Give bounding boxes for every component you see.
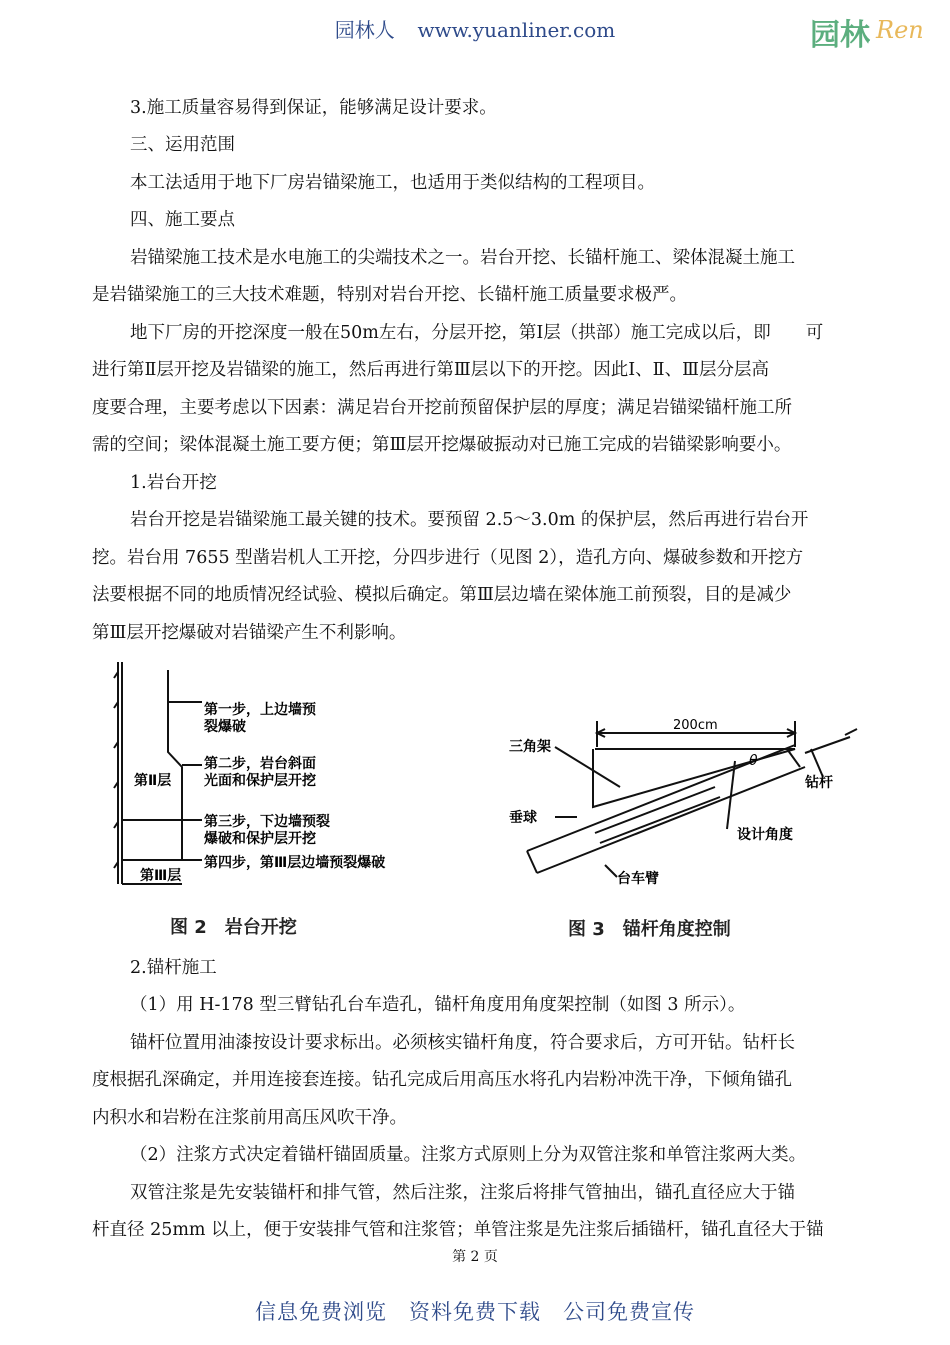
fig3-design-angle: 设计角度 — [737, 827, 793, 843]
paragraph-line: 度根据孔深确定，并用连接套连接。钻孔完成后用高压水将孔内岩粉冲洗干净，下倾角锚孔 — [92, 1070, 792, 1090]
fig3-theta: θ — [749, 753, 758, 769]
paragraph-line: 双管注浆是先安装锚杆和排气管，然后注浆，注浆后将排气管抽出，锚孔直径应大于锚 — [130, 1183, 795, 1203]
fig2-step1-line1: 第一步，上边墙预 — [204, 702, 316, 718]
paragraph-line: 需的空间；梁体混凝土施工要方便；第Ⅲ层开挖爆破振动对已施工完成的岩锚梁影响要小。 — [92, 435, 792, 455]
paragraph-line: 地下厂房的开挖深度一般在50m左右，分层开挖，第Ⅰ层（拱部）施工完成以后，即 可 — [130, 323, 824, 343]
page-footer: 信息免费浏览 资料免费下载 公司免费宣传 — [255, 1300, 695, 1324]
paragraph-line: 锚杆位置用油漆按设计要求标出。必须核实锚杆角度，符合要求后，方可开钻。钻杆长 — [130, 1033, 795, 1053]
fig2-step4: 第四步，第Ⅲ层边墙预裂爆破 — [204, 855, 386, 871]
fig3-dimension: 200cm — [673, 718, 718, 733]
paragraph-line: 是岩锚梁施工的三大技术难题，特别对岩台开挖、长锚杆施工质量要求极严。 — [92, 285, 687, 305]
figure-3-caption: 图 3 锚杆角度控制 — [568, 919, 731, 940]
paragraph-quality: 3.施工质量容易得到保证，能够满足设计要求。 — [130, 98, 497, 118]
fig3-drill-rod: 钻杆 — [805, 775, 833, 791]
figure-2-diagram — [108, 662, 428, 890]
fig2-step3-line1: 第三步，下边墙预裂 — [204, 814, 330, 830]
fig2-step2-line1: 第二步，岩台斜面 — [204, 756, 316, 772]
page-number: 第 2 页 — [452, 1249, 498, 1265]
fig3-plumb: 垂球 — [509, 810, 537, 826]
logo-text-en: Ren — [876, 16, 924, 44]
fig2-layer-3: 第Ⅲ层 — [140, 868, 182, 884]
paragraph-line: 挖。岩台用 7655 型凿岩机人工开挖，分四步进行（见图 2），造孔方向、爆破参数和开挖方 — [92, 548, 804, 568]
site-logo — [810, 8, 940, 53]
paragraph-line: 第Ⅲ层开挖爆破对岩锚梁产生不利影响。 — [92, 623, 407, 643]
fig3-tripod: 三角架 — [509, 739, 551, 755]
paragraph-line: 内积水和岩粉在注浆前用高压风吹干净。 — [92, 1108, 407, 1128]
subheading-anchor-construction: 2.锚杆施工 — [130, 958, 217, 978]
paragraph-line: 岩台开挖是岩锚梁施工最关键的技术。要预留 2.5～3.0m 的保护层，然后再进行岩台开 — [130, 510, 809, 530]
fig2-step3-line2: 爆破和保护层开挖 — [204, 831, 316, 847]
section-heading-key-points: 四、施工要点 — [130, 210, 235, 230]
paragraph-line: 度要合理，主要考虑以下因素：满足岩台开挖前预留保护层的厚度；满足岩锚梁锚杆施工所 — [92, 398, 792, 418]
fig2-layer-2: 第Ⅱ层 — [134, 773, 172, 789]
site-name: 园林人 — [334, 18, 395, 42]
paragraph-line: （2）注浆方式决定着锚杆锚固质量。注浆方式原则上分为双管注浆和单管注浆两大类。 — [130, 1145, 807, 1165]
subheading-rock-excavation: 1.岩台开挖 — [130, 473, 217, 493]
site-url[interactable]: www.yuanliner.com — [417, 18, 616, 42]
logo-text-cn: 园林 — [810, 18, 870, 53]
paragraph-scope: 本工法适用于地下厂房岩锚梁施工，也适用于类似结构的工程项目。 — [130, 173, 655, 193]
fig2-step1-line2: 裂爆破 — [204, 719, 246, 735]
figure-2-caption: 图 2 岩台开挖 — [170, 917, 297, 938]
paragraph-line: 进行第Ⅱ层开挖及岩锚梁的施工，然后再进行第Ⅲ层以下的开挖。因此Ⅰ、Ⅱ、Ⅲ层分层高 — [92, 360, 769, 380]
paragraph-line: 法要根据不同的地质情况经试验、模拟后确定。第Ⅲ层边墙在梁体施工前预裂，目的是减少 — [92, 585, 792, 605]
fig2-step2-line2: 光面和保护层开挖 — [204, 773, 316, 789]
page-header — [0, 14, 950, 43]
paragraph-line: 杆直径 25mm 以上，便于安装排气管和注浆管；单管注浆是先注浆后插锚杆，锚孔直径大于锚 — [92, 1220, 824, 1240]
figure-3-diagram — [505, 705, 860, 890]
paragraph-line: 岩锚梁施工技术是水电施工的尖端技术之一。岩台开挖、长锚杆施工、梁体混凝土施工 — [130, 248, 795, 268]
section-heading-scope: 三、运用范围 — [130, 135, 235, 155]
fig3-boom: 台车臂 — [617, 871, 659, 887]
paragraph-line: （1）用 H-178 型三臂钻孔台车造孔，锚杆角度用角度架控制（如图 3 所示）。 — [130, 995, 746, 1015]
